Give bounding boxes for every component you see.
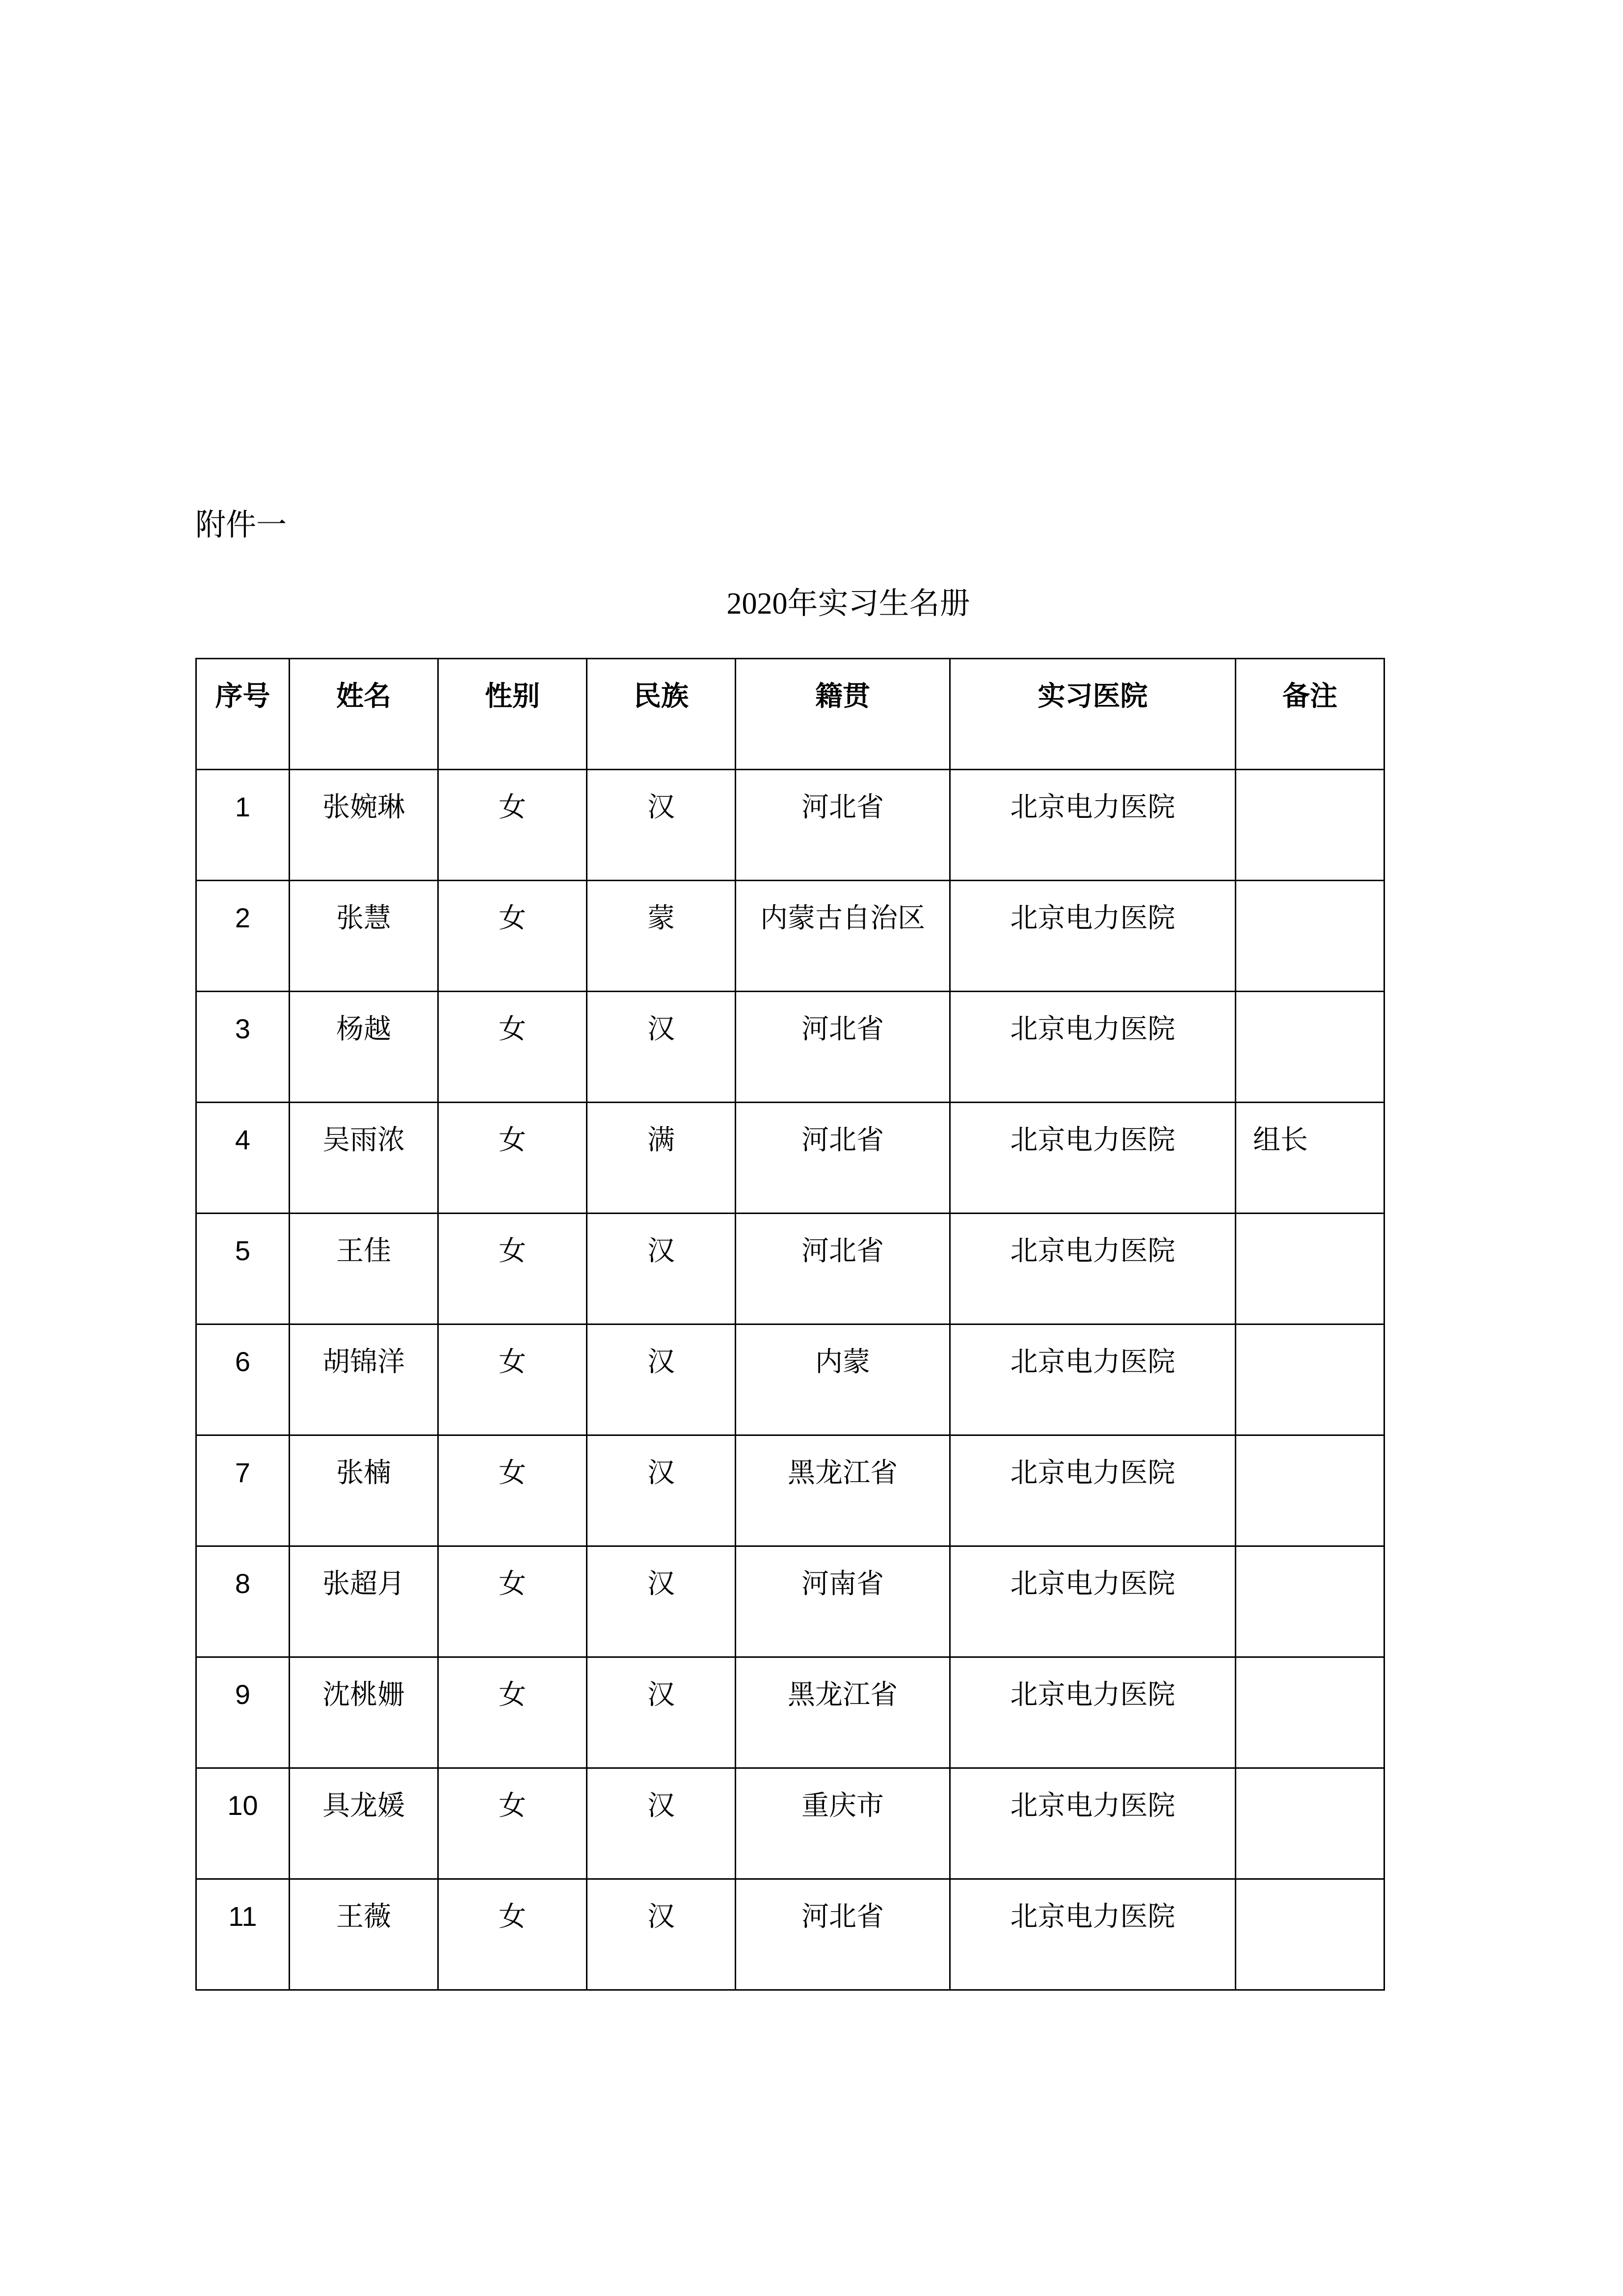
- cell-hospital: 北京电力医院: [950, 1435, 1236, 1546]
- table-body: [196, 770, 1384, 1990]
- table-row: [196, 1214, 1384, 1324]
- cell-remarks: [1236, 1879, 1384, 1990]
- cell-remarks: [1236, 1324, 1384, 1435]
- cell-gender: 女: [438, 1214, 587, 1324]
- cell-hospital: 北京电力医院: [950, 1879, 1236, 1990]
- intern-roster-table: [195, 658, 1385, 1991]
- cell-index: 4: [196, 1103, 290, 1214]
- header-hospital: 实习医院: [950, 659, 1236, 770]
- attachment-label: 附件一: [195, 509, 287, 542]
- cell-ethnicity: 汉: [587, 1324, 736, 1435]
- cell-index: 2: [196, 881, 290, 992]
- table-row: [196, 1546, 1384, 1657]
- cell-native-place: 河北省: [736, 1879, 950, 1990]
- cell-remarks: [1236, 1546, 1384, 1657]
- cell-name: 沈桃姗: [290, 1657, 438, 1768]
- cell-remarks: [1236, 992, 1384, 1103]
- table-row: [196, 1324, 1384, 1435]
- cell-remarks: [1236, 770, 1384, 881]
- header-ethnicity: 民族: [587, 659, 736, 770]
- cell-ethnicity: 汉: [587, 1879, 736, 1990]
- cell-name: 张慧: [290, 881, 438, 992]
- cell-name: 杨越: [290, 992, 438, 1103]
- cell-native-place: 河南省: [736, 1546, 950, 1657]
- cell-name: 王佳: [290, 1214, 438, 1324]
- table-row: [196, 992, 1384, 1103]
- table-row: [196, 770, 1384, 881]
- header-name: 姓名: [290, 659, 438, 770]
- header-gender: 性别: [438, 659, 587, 770]
- cell-name: 王薇: [290, 1879, 438, 1990]
- cell-index: 5: [196, 1214, 290, 1324]
- cell-hospital: 北京电力医院: [950, 881, 1236, 992]
- cell-index: 7: [196, 1435, 290, 1546]
- cell-native-place: 重庆市: [736, 1768, 950, 1879]
- cell-hospital: 北京电力医院: [950, 1103, 1236, 1214]
- cell-gender: 女: [438, 1657, 587, 1768]
- cell-ethnicity: 蒙: [587, 881, 736, 992]
- cell-index: 3: [196, 992, 290, 1103]
- cell-remarks: 组长: [1236, 1103, 1384, 1214]
- cell-gender: 女: [438, 1435, 587, 1546]
- cell-name: 张婉琳: [290, 770, 438, 881]
- cell-ethnicity: 汉: [587, 992, 736, 1103]
- cell-hospital: 北京电力医院: [950, 770, 1236, 881]
- cell-gender: 女: [438, 1879, 587, 1990]
- cell-hospital: 北京电力医院: [950, 1324, 1236, 1435]
- cell-hospital: 北京电力医院: [950, 1768, 1236, 1879]
- document-title: 2020年实习生名册: [726, 587, 970, 621]
- cell-ethnicity: 汉: [587, 770, 736, 881]
- cell-gender: 女: [438, 770, 587, 881]
- cell-native-place: 河北省: [736, 770, 950, 881]
- cell-native-place: 河北省: [736, 992, 950, 1103]
- cell-gender: 女: [438, 1768, 587, 1879]
- cell-gender: 女: [438, 881, 587, 992]
- cell-gender: 女: [438, 992, 587, 1103]
- cell-remarks: [1236, 1768, 1384, 1879]
- cell-index: 11: [196, 1879, 290, 1990]
- table-row: [196, 1657, 1384, 1768]
- cell-index: 9: [196, 1657, 290, 1768]
- cell-index: 6: [196, 1324, 290, 1435]
- cell-index: 1: [196, 770, 290, 881]
- table-row: [196, 1435, 1384, 1546]
- cell-gender: 女: [438, 1546, 587, 1657]
- table-row: [196, 881, 1384, 992]
- cell-remarks: [1236, 1435, 1384, 1546]
- cell-native-place: 黑龙江省: [736, 1657, 950, 1768]
- cell-ethnicity: 汉: [587, 1435, 736, 1546]
- header-remarks: 备注: [1236, 659, 1384, 770]
- cell-gender: 女: [438, 1324, 587, 1435]
- table-row: [196, 1879, 1384, 1990]
- cell-native-place: 黑龙江省: [736, 1435, 950, 1546]
- cell-index: 10: [196, 1768, 290, 1879]
- cell-ethnicity: 汉: [587, 1214, 736, 1324]
- cell-hospital: 北京电力医院: [950, 1214, 1236, 1324]
- cell-ethnicity: 汉: [587, 1546, 736, 1657]
- cell-native-place: 内蒙: [736, 1324, 950, 1435]
- table-row: [196, 1768, 1384, 1879]
- cell-remarks: [1236, 1214, 1384, 1324]
- cell-ethnicity: 满: [587, 1103, 736, 1214]
- cell-remarks: [1236, 881, 1384, 992]
- cell-ethnicity: 汉: [587, 1657, 736, 1768]
- cell-index: 8: [196, 1546, 290, 1657]
- header-native-place: 籍贯: [736, 659, 950, 770]
- cell-remarks: [1236, 1657, 1384, 1768]
- cell-name: 吴雨浓: [290, 1103, 438, 1214]
- cell-ethnicity: 汉: [587, 1768, 736, 1879]
- cell-native-place: 河北省: [736, 1103, 950, 1214]
- table-header-row: [196, 659, 1384, 770]
- cell-gender: 女: [438, 1103, 587, 1214]
- cell-name: 具龙媛: [290, 1768, 438, 1879]
- cell-native-place: 河北省: [736, 1214, 950, 1324]
- cell-name: 胡锦洋: [290, 1324, 438, 1435]
- cell-hospital: 北京电力医院: [950, 992, 1236, 1103]
- cell-native-place: 内蒙古自治区: [736, 881, 950, 992]
- cell-hospital: 北京电力医院: [950, 1546, 1236, 1657]
- cell-hospital: 北京电力医院: [950, 1657, 1236, 1768]
- cell-name: 张楠: [290, 1435, 438, 1546]
- cell-name: 张超月: [290, 1546, 438, 1657]
- header-index: 序号: [196, 659, 290, 770]
- table-row: [196, 1103, 1384, 1214]
